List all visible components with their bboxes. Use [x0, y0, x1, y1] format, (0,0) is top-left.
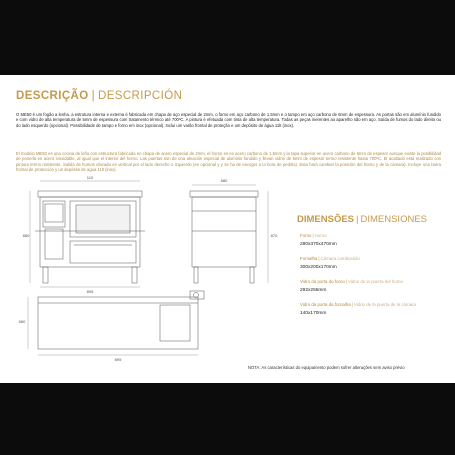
title-es: DESCRIPCIÓN: [98, 90, 183, 102]
description-title: [16, 90, 182, 102]
spec-item-firebox-glass: [300, 302, 450, 316]
spec-separator: |: [345, 279, 347, 284]
spec-value: 280x370x470mm: [300, 242, 337, 247]
dimensions-title: [297, 214, 427, 225]
spec-label-es: Cámara combustión: [320, 256, 360, 261]
technical-drawings: [10, 171, 300, 363]
spec-value: 140x170mm: [300, 311, 327, 316]
catalog-page: [0, 75, 455, 383]
front-view-drawing: [35, 191, 145, 283]
spec-label-pt: Fornalha: [300, 256, 318, 261]
spec-label-es: Horno: [314, 233, 327, 238]
dimensions-title-es: DIMENSIONES: [360, 214, 427, 225]
spec-separator: |: [318, 256, 320, 261]
dimensions-title-pt: DIMENSÕES: [297, 214, 355, 225]
title-separator: |: [91, 90, 95, 102]
description-pt: O ME50 é um fogão a lenha, a estrutura interna e externa é fabricada em chapa de aço especial de 2mm, o forno em aço carbono de 1,5mm e o tampo em aço carbono de 6mm de espessura. As portas são em alumínio fundido e com vidro de alta temperatura de 5mm de espessura com tratamento térmico até 700ºC. A pintura é efetuada com tinta de alta temperatura. Todas as peças inerentes ao aparelho são em aço. Saída de fumos do lado direito ou do lado esquerdo (opcional). Possibilidade de tampo e forno em inox (opcional). Inclui um varão frontal de proteção e um depósito de água 11lt (inox).: [16, 112, 441, 128]
spec-separator: |: [312, 233, 314, 238]
spec-item-oven-glass: [300, 279, 450, 293]
spec-item-oven: [300, 233, 450, 247]
side-width-label: 580: [220, 178, 228, 183]
top-view-drawing: [38, 291, 204, 349]
spec-label-pt: Vidro da porta da fornalha: [300, 302, 351, 307]
footnote: NOTA: As características do equipamento podem sofrer alterações sem aviso prévio: [248, 365, 405, 370]
title-pt: DESCRIÇÃO: [16, 90, 89, 102]
top-inner-label: 110: [86, 175, 94, 180]
top-width-label: 895: [114, 357, 122, 362]
spec-label-es: Vidrio de la puerta del horno: [347, 279, 404, 284]
spec-label-pt: Vidro da porta do forno: [300, 279, 345, 284]
front-width-label: 895: [86, 289, 94, 294]
spec-separator: |: [351, 302, 353, 307]
side-view-drawing: [190, 191, 258, 283]
description-es: El modelo ME50 es una cocina de leña con estructura fabricada en chapa de acero especial de 2mm, el horno es en acero carbono de 1,5mm y la tapa superior en acero carbono de 6mm de espesor aunque existe la posibilidad de ponerla en acero inoxidable, al igual que el interior del horno. Las puertas son de una aleación especial de aluminio fundido y llevan vidrio de 5mm de espesor termo resistente hasta 700ºC. El acabado está realizado con pintura termo resistente. Salida de humos ubicada en vertical por el lado derecho o izquierdo (es opcional y y se ha de escoger a la hora de pedirla). Esta hará cambiar la posición del horno y de la cámara). Incluye una barra frontal de protección y un depósito de agua 11lt (inox).: [16, 151, 441, 172]
dimension-specs-list: [300, 233, 450, 325]
top-depth-label: 580: [18, 319, 26, 324]
spec-value: 300x200x170mm: [300, 265, 337, 270]
dimensions-title-separator: |: [356, 214, 359, 225]
spec-item-firebox: [300, 256, 450, 270]
spec-label-es: Vidrio de la puerta de la cámara: [353, 302, 417, 307]
spec-value: 292x255mm: [300, 288, 327, 293]
side-height-label: 870: [270, 233, 278, 238]
spec-label-pt: Forno: [300, 233, 312, 238]
front-height-label: 880: [22, 233, 30, 238]
